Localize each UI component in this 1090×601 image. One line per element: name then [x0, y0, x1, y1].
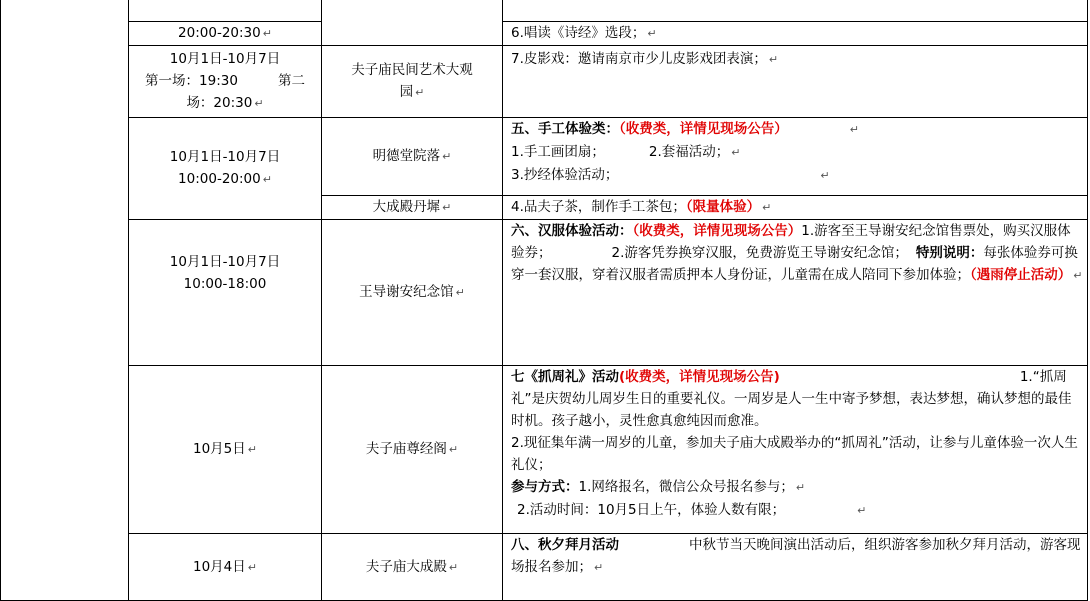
table-row: [1, 118, 1088, 196]
desc-cell: 八、秋夕拜月活动 中秋节当天晚间演出活动后，组织游客参加秋夕拜月活动，游客现场报名参加； ↵: [503, 534, 1088, 601]
left-margin-cell: [1, 0, 129, 601]
table-row: [1, 366, 1088, 534]
table-row: [1, 0, 1088, 22]
desc-cell: [503, 0, 1088, 22]
location-cell: 明德堂院落 ↵: [322, 118, 503, 196]
time-cell: 10月5日 ↵: [129, 366, 322, 534]
table-row: [1, 22, 1088, 46]
time-cell: 10月1日-10月7日 10:00-20:00 ↵: [129, 118, 322, 220]
table-row: [1, 220, 1088, 366]
location-cell: 夫子庙尊经阁 ↵: [322, 366, 503, 534]
table-row: [1, 46, 1088, 118]
desc-cell: 五、手工体验类：（收费类，详情见现场公告） ↵ 1.手工画团扇； 2.套福活动； ↵ 3.抄经体验活动； ↵: [503, 118, 1088, 196]
desc-cell: 六、汉服体验活动：（收费类，详情见现场公告）1.游客至王导谢安纪念馆售票处，购买汉服体验券； 2.游客凭券换穿汉服，免费游览王导谢安纪念馆； 特别说明：每张体验券可换穿一套汉服，穿着汉服者需质押本人身份证，儿童需在成人陪同下参加体验；（遇雨停止活动） ↵: [503, 220, 1088, 366]
location-cell: [322, 0, 503, 46]
time-cell: 10月1日-10月7日 第一场：19:30 第二 场：20:30 ↵: [129, 46, 322, 118]
location-cell: 大成殿丹墀 ↵: [322, 196, 503, 220]
desc-cell: 4.品夫子茶，制作手工茶包；（限量体验） ↵: [503, 196, 1088, 220]
time-cell: 10月1日-10月7日 10:00-18:00: [129, 220, 322, 366]
time-cell: 10月4日 ↵: [129, 534, 322, 601]
time-cell: [129, 0, 322, 22]
desc-cell: 七《抓周礼》活动(收费类，详情见现场公告) 1.“抓周礼”是庆贺幼儿周岁生日的重要礼仪。一周岁是人一生中寄予梦想，表达梦想，确认梦想的最佳时机。孩子越小，灵性愈真愈纯因而愈准。 2.现征集年满一周岁的儿童，参加夫子庙大成殿举办的“抓周礼”活动，让参与儿童体验一次人生礼仪； 参与方式：1.网络报名，微信公众号报名参与； ↵ 2.活动时间：10月5日上午，体验人数有限； ↵: [503, 366, 1088, 534]
time-cell: 20:00-20:30 ↵: [129, 22, 322, 46]
table-row: [1, 534, 1088, 601]
location-cell: 王导谢安纪念馆 ↵: [322, 220, 503, 366]
desc-cell: 6.唱读《诗经》选段； ↵: [503, 22, 1088, 46]
desc-cell: 7.皮影戏：邀请南京市少儿皮影戏团表演； ↵: [503, 46, 1088, 118]
location-cell: 夫子庙大成殿 ↵: [322, 534, 503, 601]
location-cell: 夫子庙民间艺术大观 园 ↵: [322, 46, 503, 118]
